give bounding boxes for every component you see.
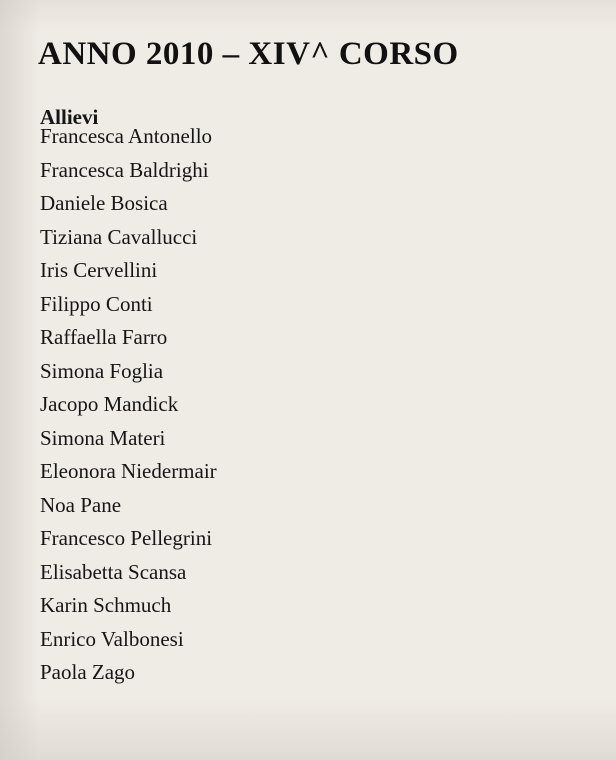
list-item: Francesca Antonello bbox=[40, 124, 213, 148]
list-item: Eleonora Niedermair bbox=[40, 459, 217, 483]
page-title: ANNO 2010 – XIV^ CORSO bbox=[38, 36, 459, 73]
list-item: Iris Cervellini bbox=[40, 258, 158, 282]
list-item: Francesca Baldrighi bbox=[40, 157, 209, 182]
list-item: Raffaella Farro bbox=[40, 325, 168, 349]
list-item: Enrico Valbonesi bbox=[40, 626, 184, 651]
list-item: Noa Pane bbox=[40, 492, 122, 517]
list-item: Tiziana Cavallucci bbox=[40, 224, 198, 249]
list-item: Simona Materi bbox=[40, 425, 166, 450]
list-item: Karin Schmuch bbox=[40, 593, 172, 617]
section-heading-allievi: Allievi bbox=[40, 105, 99, 130]
list-item: Daniele Bosica bbox=[40, 191, 168, 215]
list-item: Elisabetta Scansa bbox=[40, 559, 187, 584]
list-item: Jacopo Mandick bbox=[40, 392, 179, 416]
list-item: Filippo Conti bbox=[40, 291, 153, 316]
student-name-list bbox=[40, 120, 560, 690]
list-item: Simona Foglia bbox=[40, 358, 164, 383]
list-item: Francesco Pellegrini bbox=[40, 526, 213, 550]
list-item: Paola Zago bbox=[40, 660, 136, 684]
